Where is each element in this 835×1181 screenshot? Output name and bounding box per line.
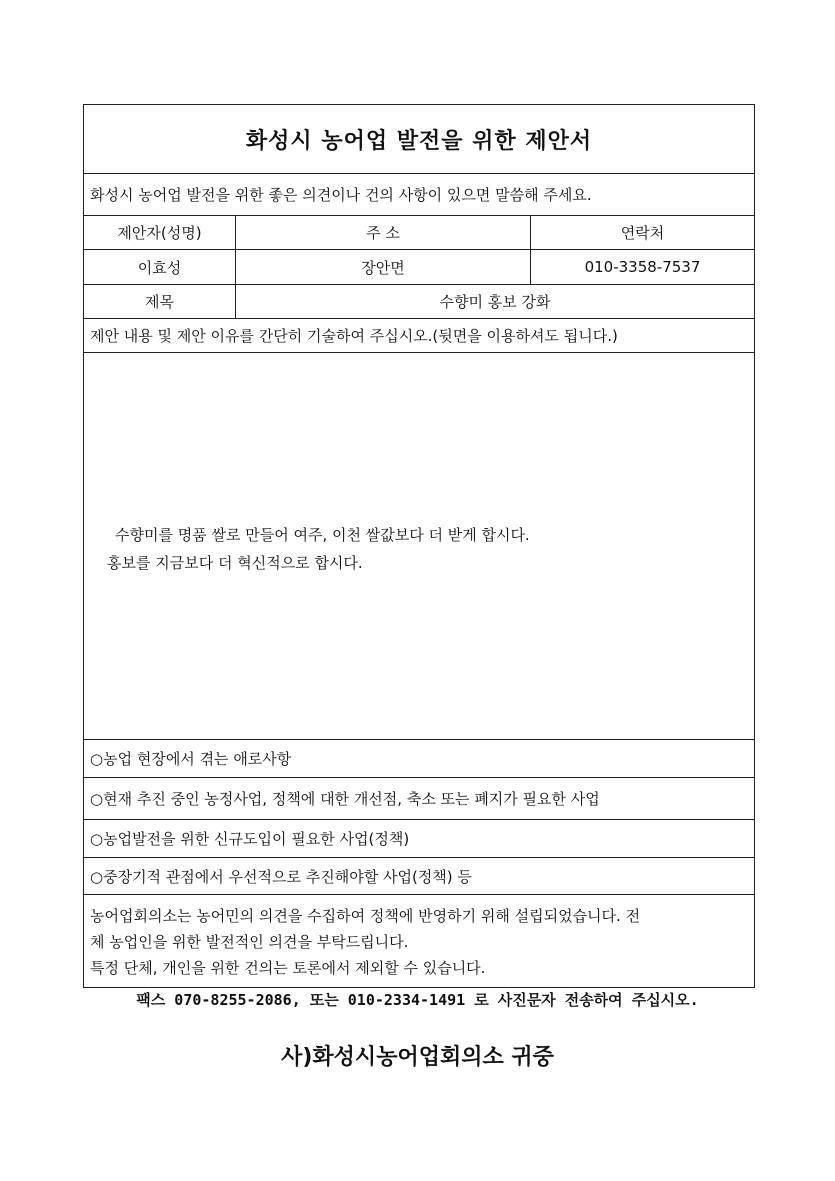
fax-instruction: 팩스 070-8255-2086, 또는 010-2334-1491 로 사진문자 전송하여 주십시오. <box>136 991 699 1009</box>
notice-box <box>84 895 754 987</box>
content-line: 홍보를 지금보다 더 혁신적으로 합시다. <box>107 554 363 572</box>
content-area <box>84 353 754 740</box>
subject-row <box>84 285 754 319</box>
content-prompt: 제안 내용 및 제안 이유를 간단히 기술하여 주십시오.(뒷면을 이용하셔도 됩니다.) <box>84 319 754 353</box>
subject-value: 수향미 홍보 강화 <box>439 293 551 311</box>
topic-item: ○농업 현장에서 겪는 애로사항 <box>84 740 754 778</box>
address-header: 주 소 <box>236 216 531 249</box>
notice-line: 체 농업인을 위한 발전적인 의견을 부탁드립니다. <box>90 933 409 951</box>
topic-item: ○중장기적 관점에서 우선적으로 추진해야할 사업(정책) 등 <box>84 858 754 895</box>
contact-value: 010-3358-7537 <box>584 258 701 276</box>
notice-line: 농어업회의소는 농어민의 의견을 수집하여 정책에 반영하기 위해 설립되었습니다. 전 <box>90 907 641 925</box>
intro-text: 화성시 농어업 발전을 위한 좋은 의견이나 건의 사항이 있으면 말씀해 주세요. <box>84 174 754 216</box>
content-line: 수향미를 명품 쌀로 만들어 여주, 이천 쌀값보다 더 받게 합시다. <box>115 526 530 544</box>
recipient-line: 사)화성시농어업회의소 귀중 <box>281 1045 554 1070</box>
contact-header: 연락처 <box>620 224 665 242</box>
proposer-header: 제안자(성명) <box>84 216 236 249</box>
topic-item: ○농업발전을 위한 신규도입이 필요한 사업(정책) <box>84 820 754 858</box>
subject-label: 제목 <box>84 285 236 318</box>
proposer-value: 이효성 <box>84 250 236 284</box>
topic-item: ○현재 추진 중인 농정사업, 정책에 대한 개선점, 축소 또는 폐지가 필요한 사업 <box>84 778 754 820</box>
value-row <box>84 250 754 285</box>
content-text <box>107 521 530 577</box>
address-value: 장안면 <box>236 250 531 284</box>
notice-line: 특정 단체, 개인을 위한 건의는 토론에서 제외할 수 있습니다. <box>90 959 486 977</box>
proposal-form <box>83 104 755 988</box>
form-title: 화성시 농어업 발전을 위한 제안서 <box>84 105 754 174</box>
header-row <box>84 216 754 250</box>
